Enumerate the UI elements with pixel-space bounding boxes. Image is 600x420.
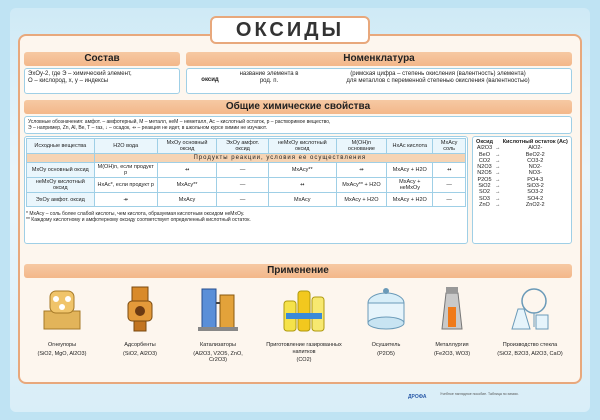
table-cell: ⇸ [94, 193, 157, 207]
app-label: Катализаторы [200, 342, 236, 348]
props-note-2: ** Каждому кислотному и амфотерному оксиду соответствует определенный кислотный остаток. [26, 217, 251, 223]
arrow-icon: → [495, 145, 501, 152]
publisher-logo: ДРОФА [408, 394, 427, 400]
side-residue: NO2- [528, 164, 542, 171]
props-head-cell: MxOy основный оксид [157, 139, 216, 154]
side-oxide: BeO [478, 151, 490, 158]
table-cell: MxAcy + H2O [387, 163, 433, 178]
side-residue: PO4-3 [527, 176, 544, 183]
list-item [475, 202, 569, 208]
side-residue: ZnO2-2 [525, 201, 545, 208]
app-formula: (SiO2, MgO, Al2O3) [37, 350, 87, 357]
side-residue: SO4-2 [527, 195, 544, 202]
nom-col-roman [308, 71, 568, 91]
app-label: Металлургия [435, 342, 469, 348]
props-table [26, 138, 466, 207]
side-head-residue: Кислотный остаток (Ac) [502, 139, 568, 145]
table-row [27, 163, 466, 178]
poster [10, 8, 590, 412]
products-row [27, 154, 466, 163]
props-heading: Общие химические свойства [24, 100, 572, 114]
table-cell: HxAc*, если продукт р [94, 178, 157, 193]
sostav-line-1: ЭxOy-2, где Э – химический элемент, [28, 71, 132, 77]
nomenklatura-box [186, 68, 572, 94]
page-title: ОКСИДЫ [210, 16, 370, 44]
app-glass [488, 283, 572, 361]
app-refractory [32, 283, 92, 361]
nom-roman-line-2: для металлов с переменной степенью окисления (валентностью) [346, 78, 530, 84]
props-header-row [27, 139, 466, 154]
arrow-icon: → [495, 157, 501, 164]
side-oxide: SiO2 [478, 183, 491, 190]
props-head-cell: HxAc кислота [387, 139, 433, 154]
side-oxide: N2O3 [477, 164, 492, 171]
props-table-box [24, 136, 468, 244]
primenenie-heading: Применение [24, 264, 572, 278]
props-head-cell: Исходные вещества [27, 139, 95, 154]
arrow-icon: → [495, 151, 501, 158]
nomenklatura-heading: Номенклатура [186, 52, 572, 66]
app-formula: (P2O5) [377, 350, 395, 357]
side-oxide: P2O5 [477, 176, 492, 183]
props-head-cell: неMxOy кислотный оксид [268, 139, 336, 154]
arrow-icon: → [495, 183, 501, 190]
table-cell: MxAcy** [268, 163, 336, 178]
arrow-icon: → [495, 195, 501, 202]
side-residue: SiO3-2 [526, 183, 544, 190]
nom-col-element: название элемента в род. п. [239, 71, 299, 84]
sostav-heading: Состав [24, 52, 180, 66]
sostav-box [24, 68, 180, 94]
side-residue: SO3-2 [527, 189, 544, 196]
products-label: Продукты реакции, условия ее осуществления [94, 154, 465, 163]
app-soda [262, 283, 346, 361]
footer-note: Учебное наглядное пособие. Таблица по химии. [440, 392, 519, 396]
table-cell: MxAcy [157, 193, 216, 207]
gas-mask-icon [114, 283, 166, 335]
arrow-icon: → [495, 164, 501, 171]
table-cell: MxAcy [268, 193, 336, 207]
table-cell: — [217, 163, 269, 178]
table-cell: MxAcy + H2O [387, 193, 433, 207]
props-head-cell: MxAcy соль [433, 139, 466, 154]
app-label: Приготовление газированных напитков [266, 342, 342, 355]
legend-line-1: Условные обозначения: амфот. – амфотерный, M – металл, неM – неметалл, Ac – кислотный остаток, р – растворимое вещество, [28, 119, 331, 125]
side-oxide: N2O5 [477, 170, 492, 177]
table-cell: MxAcy** [157, 178, 216, 193]
glassware-icon [500, 283, 560, 335]
table-cell: — [433, 193, 466, 207]
app-label: Производство стекла [502, 342, 558, 348]
nom-col-oxide: оксид [201, 77, 219, 83]
props-head-cell: ЭxOy амфот. оксид [217, 139, 269, 154]
acid-residue-table [475, 139, 569, 208]
side-head-oxide: Оксид [476, 139, 493, 145]
props-head-cell: H2O вода [94, 139, 157, 154]
table-cell: ⇸ [433, 163, 466, 178]
brick-icon [36, 283, 88, 335]
app-desiccant [356, 283, 416, 361]
side-oxide: ZnO [479, 201, 490, 208]
app-label: Огнеупоры [47, 342, 77, 348]
side-oxide: Al2O3 [476, 145, 493, 152]
sostav-line-2: O – кислород, x, y – индексы [28, 78, 109, 84]
table-row [27, 178, 466, 193]
props-note-1: * MxAcy – соль более слабой кислоты, чем кислота, образуемая кислотным оксидом неMxOy. [26, 211, 245, 217]
arrow-icon: → [495, 170, 501, 177]
bottles-icon [274, 283, 334, 335]
app-adsorbent [110, 283, 170, 361]
table-row [27, 193, 466, 207]
side-residue: BeO2-2 [525, 151, 545, 158]
table-cell: — [217, 178, 269, 193]
table-cell: ⇸ [157, 163, 216, 178]
acid-residue-box [472, 136, 572, 244]
table-cell: MxAcy + неMxOy [387, 178, 433, 193]
row-name: ЭxOy амфот. оксид [27, 193, 95, 207]
side-oxide: SO2 [478, 189, 490, 196]
arrow-icon: → [495, 201, 501, 208]
legend-line-2: Э – например, Zn, Al, Be, T – газ, ↓ – осадок, ⇸ – реакция не идет, в школьном курсе химии не изучают. [28, 125, 268, 131]
arrow-icon: → [495, 176, 501, 183]
app-catalyst [188, 283, 248, 361]
side-residue: AlO2- [528, 145, 543, 152]
side-residue: NO3- [528, 170, 542, 177]
arrow-icon: → [495, 189, 501, 196]
furnace-icon [426, 283, 478, 335]
table-cell: — [433, 178, 466, 193]
reactor-icon [192, 283, 244, 335]
app-label: Адсорбенты [124, 342, 156, 348]
side-oxide: SO3 [478, 195, 490, 202]
app-formula: (SiO2, B2O3, Al2O3, CaO) [497, 350, 563, 357]
row-name: MxOy основный оксид [27, 163, 95, 178]
props-head-cell: M(OH)n основание [336, 139, 387, 154]
nom-roman-line-1: (римская цифра – степень окисления (валентность) элемента) [350, 71, 526, 77]
table-cell: ⇸ [336, 163, 387, 178]
table-cell: MxAcy + H2O [336, 193, 387, 207]
app-formula: (Fe2O3, WO3) [433, 350, 471, 357]
app-label: Осушитель [371, 342, 401, 348]
table-cell: — [217, 193, 269, 207]
props-legend [24, 116, 572, 134]
table-cell: MxAcy** + H2O [336, 178, 387, 193]
app-formula: (Al2O3, V2O5, ZnO, Cr2O3) [193, 350, 243, 363]
table-cell: ⇸ [268, 178, 336, 193]
row-name: неMxOy кислотный оксид [27, 178, 95, 193]
app-formula: (CO2) [296, 357, 312, 363]
desiccator-icon [360, 283, 412, 335]
table-cell: M(OH)n, если продукт р [94, 163, 157, 178]
app-formula: (SiO2, Al2O3) [123, 350, 157, 357]
side-residue: CO3-2 [527, 157, 544, 164]
app-metallurgy [422, 283, 482, 361]
side-oxide: CO2 [478, 157, 491, 164]
